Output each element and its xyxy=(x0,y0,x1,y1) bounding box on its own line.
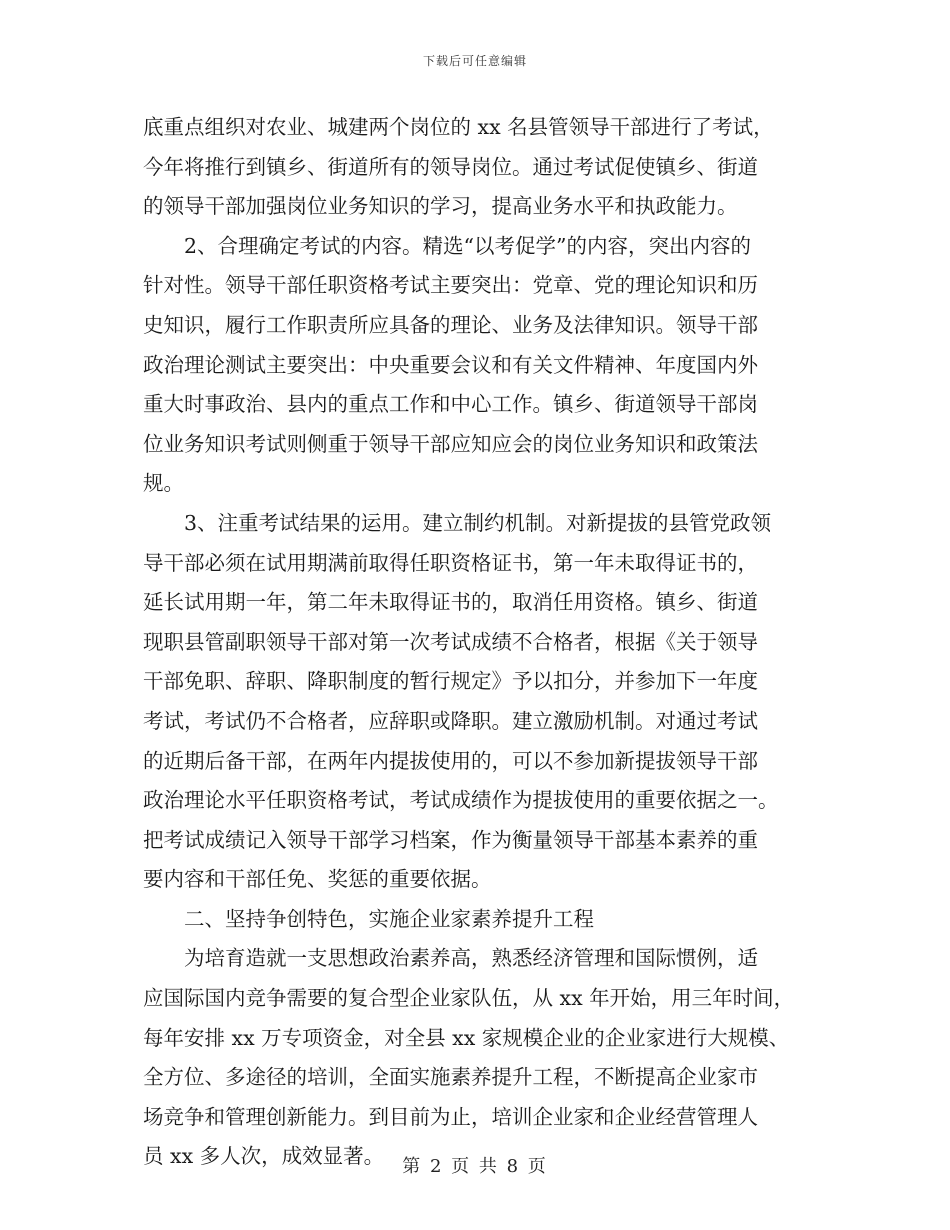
text-line: 导干部必须在试用期满前取得任职资格证书，第一年未取得证书的， xyxy=(143,550,758,575)
text-line: 为培育造就一支思想政治素养高，熟悉经济管理和国际惯例，适 xyxy=(184,946,758,971)
text-line: 位业务知识考试则侧重于领导干部应知应会的岗位业务知识和政策法 xyxy=(143,431,758,456)
text-line: 考试，考试仍不合格者，应辞职或降职。建立激励机制。对通过考试 xyxy=(143,708,758,733)
text-line: 二、坚持争创特色，实施企业家素养提升工程 xyxy=(184,906,594,931)
text-line: 每年安排 xx 万专项资金，对全县 xx 家规模企业的企业家进行大规模、 xyxy=(143,1025,790,1050)
text-line: 把考试成绩记入领导干部学习档案，作为衡量领导干部基本素养的重 xyxy=(143,827,758,852)
text-line: 今年将推行到镇乡、街道所有的领导岗位。通过考试促使镇乡、街道 xyxy=(143,154,758,179)
text-line: 政治理论水平任职资格考试，考试成绩作为提拔使用的重要依据之一。 xyxy=(143,788,779,813)
text-line: 延长试用期一年，第二年未取得证书的，取消任用资格。镇乡、街道 xyxy=(143,590,758,615)
text-line: 针对性。领导干部任职资格考试主要突出：党章、党的理论知识和历 xyxy=(143,273,758,298)
text-line: 的领导干部加强岗位业务知识的学习，提高业务水平和执政能力。 xyxy=(143,194,738,219)
text-line: 场竞争和管理创新能力。到目前为止，培训企业家和企业经营管理人 xyxy=(143,1104,758,1129)
text-line: 的近期后备干部，在两年内提拔使用的，可以不参加新提拔领导干部 xyxy=(143,748,758,773)
text-line: 干部免职、辞职、降职制度的暂行规定》予以扣分，并参加下一年度 xyxy=(143,669,758,694)
text-line: 3、注重考试结果的运用。建立制约机制。对新提拔的县管党政领 xyxy=(184,510,772,535)
text-line: 应国际国内竞争需要的复合型企业家队伍，从 xx 年开始，用三年时间， xyxy=(143,986,795,1011)
text-line: 员 xx 多人次，成效显著。 xyxy=(143,1144,385,1169)
document-body xyxy=(143,108,811,1177)
text-line: 重大时事政治、县内的重点工作和中心工作。镇乡、街道领导干部岗 xyxy=(143,392,758,417)
page-header: 下载后可任意编辑 xyxy=(422,54,527,68)
text-line: 规。 xyxy=(143,471,184,496)
text-line: 现职县管副职领导干部对第一次考试成绩不合格者，根据《关于领导 xyxy=(143,629,758,654)
text-line: 2、合理确定考试的内容。精选“以考促学”的内容，突出内容的 xyxy=(184,233,752,258)
text-line: 要内容和干部任免、奖惩的重要依据。 xyxy=(143,867,492,892)
text-line: 史知识，履行工作职责所应具备的理论、业务及法律知识。领导干部 xyxy=(143,312,758,337)
page-footer: 第 2 页 共 8 页 xyxy=(402,1156,548,1177)
text-line: 底重点组织对农业、城建两个岗位的 xx 名县管领导干部进行了考试， xyxy=(143,115,774,139)
text-line: 政治理论测试主要突出：中央重要会议和有关文件精神、年度国内外 xyxy=(143,352,758,377)
text-line: 全方位、多途径的培训，全面实施素养提升工程，不断提高企业家市 xyxy=(143,1065,758,1090)
